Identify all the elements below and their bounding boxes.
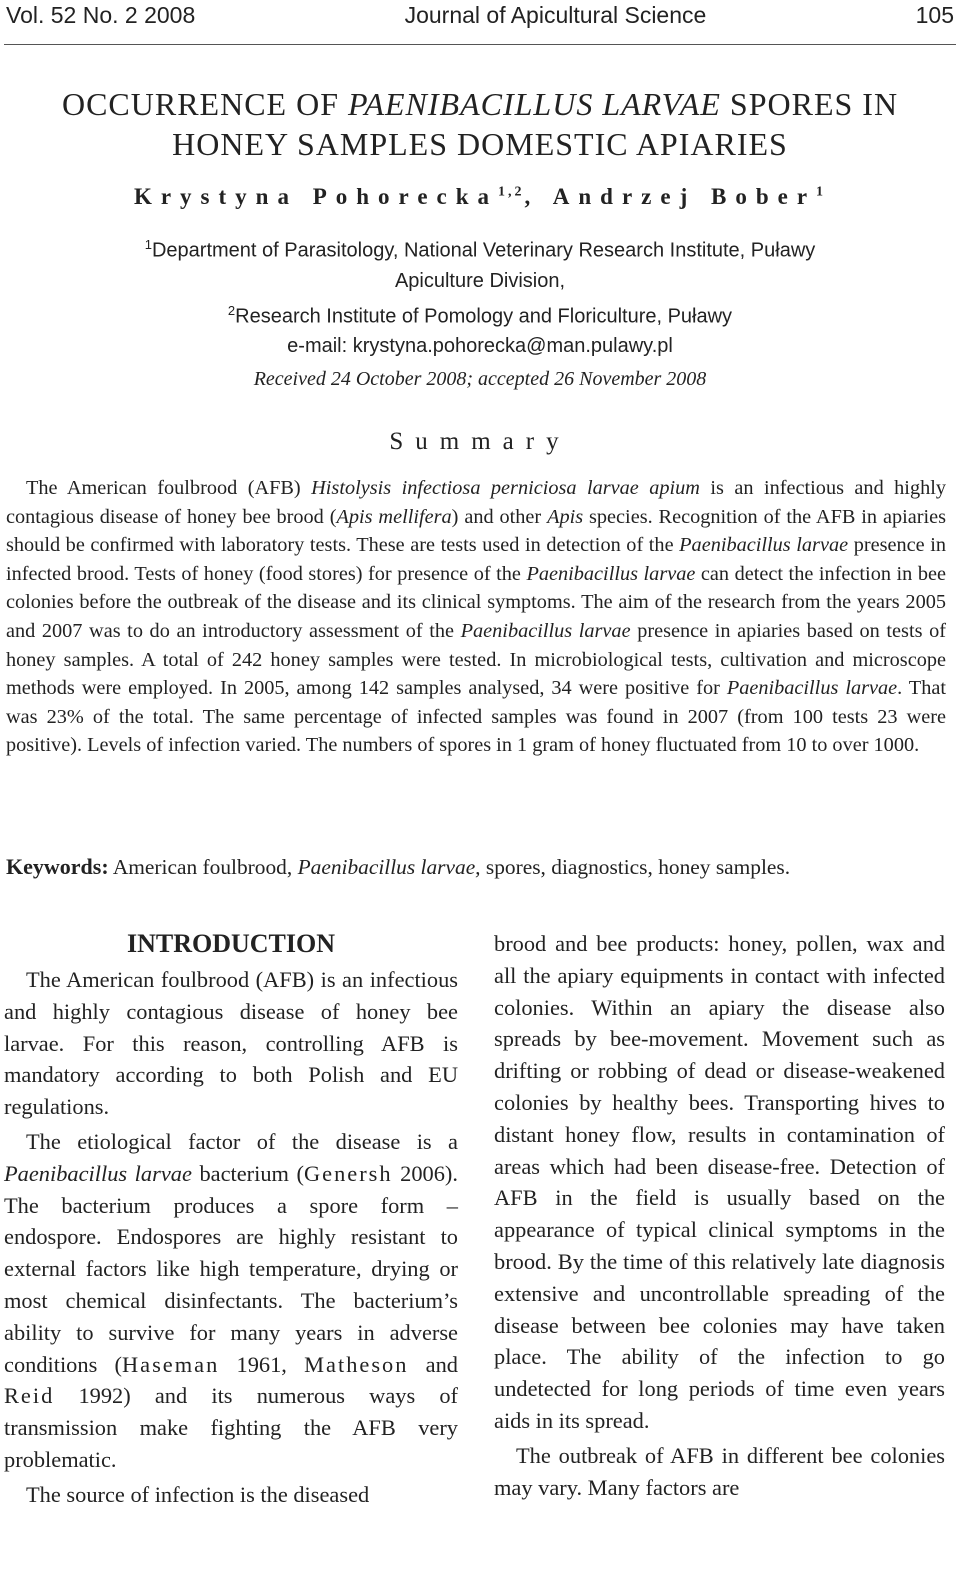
intro-paragraph-1: The American foulbrood (AFB) is an infectious and highly contagious disease of honey bee larvae. For this reason, controlling AFB is mandatory according to both Polish and EU regulations. (4, 967, 458, 1120)
author-2: Andrzej Bober (552, 184, 817, 209)
running-header (6, 0, 954, 30)
body-column-left (4, 924, 458, 1511)
summary-paragraph (6, 474, 946, 760)
received-dates: Received 24 October 2008; accepted 26 November 2008 (253, 368, 707, 390)
citation-author: Genersh (303, 1160, 393, 1186)
article-title (0, 84, 960, 164)
keywords-label: Keywords: (6, 854, 109, 879)
volume-info: Vol. 52 No. 2 2008 (6, 2, 196, 28)
paragraph-text: bacterium ( (191, 1160, 304, 1186)
section-heading-introduction: INTRODUCTION (126, 929, 336, 958)
summary-heading: Summary (389, 428, 571, 455)
affiliations (0, 230, 960, 361)
author-separator: , (524, 184, 553, 209)
affiliation-2-text: Research Institute of Pomology and Floriculture, Puławy (235, 305, 733, 328)
contact-email: e-mail: krystyna.pohorecka@man.pulawy.pl (287, 335, 673, 358)
intro-paragraph-2 (4, 1126, 458, 1476)
intro-paragraph-3-continued: brood and bee products: honey, pollen, wax and all the apiary equipments in contact with infected colonies. Within an apiary the disease also spreads by bee-movement. Movement such as drifting or robbing of dead or disease-weakened colonies by healthy bees. Transporting hives to distant honey flow, results in contamination of areas which had been disease-free. Detection of AFB in the field is usually based on the appearance of typical clinical symptoms in the brood. By the time of this relatively late diagnosis extensive and uncontrollable spreading of the disease between bee colonies may have taken place. The ability of the infection to go undetected for long periods of time even years aids in its spread. (494, 931, 945, 1433)
body-column-right (494, 928, 945, 1503)
summary-latin-name: Paenibacillus larvae (460, 619, 631, 642)
title-line-2: HONEY SAMPLES DOMESTIC APIARIES (172, 126, 788, 162)
affiliation-1-division: Apiculture Division, (394, 269, 566, 292)
paragraph-text: and (408, 1351, 458, 1377)
title-text-end: SPORES IN (720, 86, 899, 122)
summary-latin-name: Paenibacillus larvae (526, 562, 696, 585)
summary-latin-name: Paenibacillus larvae (726, 677, 898, 700)
affiliation-2-mark: 2 (227, 302, 236, 318)
paragraph-text: The etiological factor of the disease is a (26, 1128, 458, 1154)
affiliation-2 (0, 296, 960, 332)
author-line (0, 184, 960, 210)
header-rule (4, 44, 956, 45)
keywords-text: American foulbrood, (108, 855, 298, 879)
citation-author: Matheson (304, 1351, 409, 1377)
journal-name: Journal of Apicultural Science (404, 2, 707, 28)
page-number: 105 (915, 2, 954, 28)
keywords (6, 852, 946, 882)
summary-text: presence in infected brood. Tests of honey (food stores) for presence of the (6, 534, 946, 585)
summary-text: is an infectious and highly contagious disease of honey bee brood ( (6, 477, 946, 528)
title-line-1 (0, 84, 960, 124)
keywords-text: spores, diagnostics, honey samples. (480, 855, 791, 879)
author-1: Krystyna Pohorecka (133, 184, 499, 209)
keywords-latin-name: Paenibacillus larvae, (297, 855, 481, 879)
intro-paragraph-4: The outbreak of AFB in different bee colonies may vary. Many factors are (494, 1442, 945, 1500)
paragraph-latin-name: Paenibacillus larvae (4, 1160, 192, 1186)
title-species: PAENIBACILLUS LARVAE (348, 86, 721, 122)
affiliation-1 (0, 230, 960, 266)
summary-text: The American foulbrood (AFB) (26, 477, 312, 499)
summary-text: ) and other (451, 505, 548, 528)
intro-paragraph-3: The source of infection is the diseased (26, 1481, 370, 1507)
paragraph-text: 1992) and its numerous ways of transmission make fighting the AFB very problematic. (4, 1383, 458, 1472)
summary-text: can detect the infection in bee colonies before the outbreak of the disease and its clinical symptoms. The aim of the research from the years 2005 and 2007 was to do an introductory assessment of the (6, 562, 946, 642)
summary-latin-name: Apis mellifera (336, 505, 452, 528)
title-text: OCCURRENCE OF (61, 86, 348, 122)
paragraph-text: 2006). The bacterium produces a spore form – endospore. Endospores are highly resistant to external factors like high temperature, drying or most chemical disinfectants. The bacterium’s ability to survive for many years in adverse conditions ( (4, 1160, 458, 1377)
citation-author: Reid (4, 1383, 55, 1409)
summary-text: . That was 23% of the total. The same percentage of infected samples was found in 2007 (from 100 tests 23 were positive). Levels of infection varied. The numbers of spores in 1 gram of honey fluctuated from 10 to over 1000. (6, 677, 946, 757)
summary-latin-name: Histolysis infectiosa perniciosa larvae apium (311, 477, 700, 499)
summary-latin-name: Apis (547, 505, 584, 528)
author-2-affiliation: 1 (816, 184, 827, 200)
affiliation-1-mark: 1 (144, 237, 152, 252)
affiliation-1-text: Department of Parasitology, National Veterinary Research Institute, Puławy (151, 239, 816, 262)
author-1-affiliation: 1,2 (498, 184, 525, 200)
summary-text: species. Recognition of the AFB in apiaries should be confirmed with laboratory tests. These are tests used in detection of the (6, 505, 946, 557)
summary-text: presence in apiaries based on tests of honey samples. A total of 242 honey samples were tested. In microbiological tests, cultivation and microscope methods were employed. In 2005, among 142 samples analysed, 34 were positive for (6, 619, 946, 700)
summary-latin-name: Paenibacillus larvae (679, 534, 849, 557)
citation-author: Haseman (121, 1351, 220, 1377)
paragraph-text: 1961, (219, 1351, 305, 1377)
